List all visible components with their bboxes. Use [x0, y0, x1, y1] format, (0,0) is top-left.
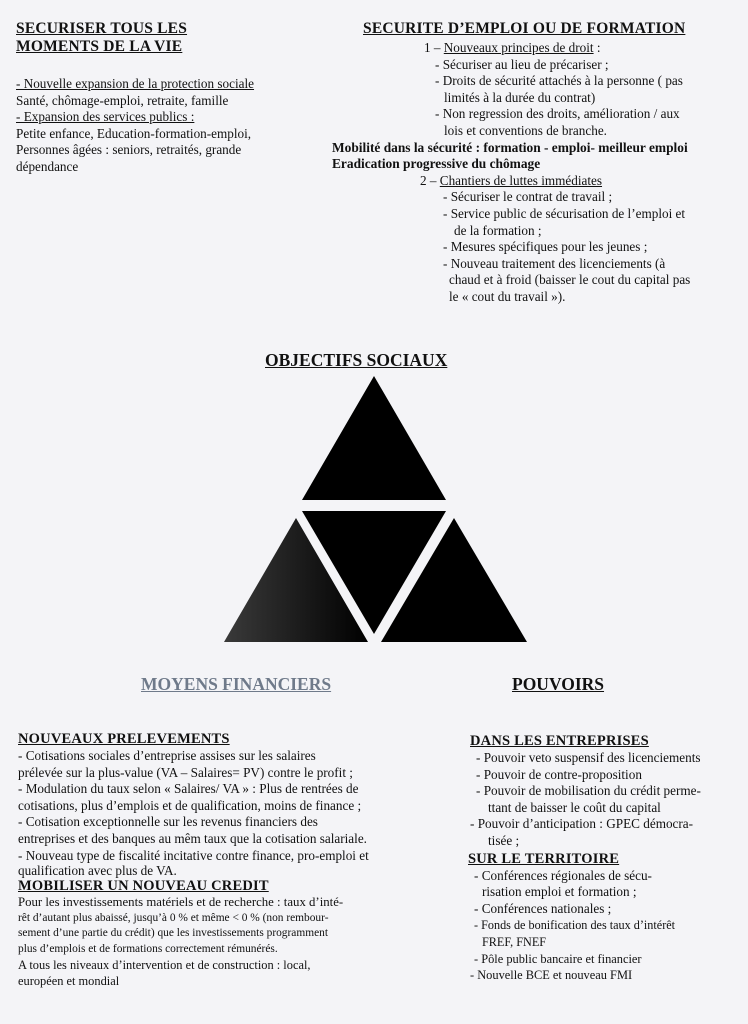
right-top-c6: chaud et à froid (baisser le cout du capital pas: [449, 272, 691, 288]
right-bottom-t7: - Nouvelle BCE et nouveau FMI: [470, 968, 633, 983]
pouvoirs-label: POUVOIRS: [512, 674, 605, 694]
left-bottom-p6: entreprises et des banques au mêm taux que la cotisation salariale.: [18, 830, 367, 846]
left-top-line-5: Personnes âgées : seniors, retraités, grande: [16, 142, 242, 158]
heading-1-suffix: :: [593, 40, 601, 55]
left-top-line-1: - Nouvelle expansion de la protection sociale: [16, 76, 255, 91]
heading-2-label: Chantiers de luttes immédiates: [439, 172, 603, 188]
right-bottom-e2: - Pouvoir de contre-proposition: [476, 766, 642, 782]
sur-le-territoire-title: SUR LE TERRITOIRE: [468, 850, 620, 867]
left-bottom-q6: européen et mondial: [18, 974, 120, 989]
left-top-line-4: Petite enfance, Education-formation-emploi,: [16, 125, 252, 141]
diagram-title: OBJECTIFS SOCIAUX: [265, 350, 448, 370]
left-bottom-p3: - Modulation du taux selon « Salaires/ VA » : Plus de rentrées de: [18, 781, 359, 797]
triangle-top: [302, 376, 446, 500]
right-top-c4: - Mesures spécifiques pour les jeunes ;: [443, 239, 648, 255]
right-bottom-e6: tisée ;: [488, 832, 520, 848]
left-top-line-2: Santé, chômage-emploi, retraite, famille: [16, 92, 229, 108]
heading-2-prefix: 2 –: [420, 172, 440, 188]
right-bottom-e4: ttant de baisser le coût du capital: [488, 799, 661, 815]
right-bottom-t4: - Fonds de bonification des taux d’intérêt: [474, 918, 676, 933]
left-bottom-section: [18, 730, 369, 989]
heading-1-label: Nouveaux principes de droit: [443, 40, 594, 55]
left-bottom-p4: cotisations, plus d’emplois et de qualification, moins de finance ;: [18, 797, 362, 813]
right-bottom-t2: risation emploi et formation ;: [482, 884, 637, 900]
right-top-c5: - Nouveau traitement des licenciements (à: [443, 255, 666, 271]
left-bottom-p2: prélevée sur la plus-value (VA – Salaires= PV) contre le profit ;: [18, 764, 353, 780]
dans-les-entreprises-title: DANS LES ENTREPRISES: [470, 733, 649, 749]
right-top-c7: le « cout du travail »).: [449, 288, 566, 304]
right-bottom-e1: - Pouvoir veto suspensif des licenciements: [476, 750, 701, 765]
left-bottom-q3: sement d’une partie du crédit) que les investissements programment: [18, 927, 328, 940]
right-top-c2: - Service public de sécurisation de l’emploi et: [443, 205, 686, 221]
right-top-c1: - Sécuriser le contrat de travail ;: [443, 189, 613, 205]
right-bottom-t6: - Pôle public bancaire et financier: [474, 951, 642, 966]
left-bottom-p7: - Nouveau type de fiscalité incitative contre finance, pro-emploi et: [18, 847, 369, 863]
left-top-title-line2: MOMENTS DE LA VIE: [16, 38, 183, 55]
right-bottom-t5: FREF, FNEF: [482, 934, 547, 949]
right-top-a2: - Droits de sécurité attachés à la personne ( pas: [435, 73, 683, 89]
mobiliser-credit-title: MOBILISER UN NOUVEAU CREDIT: [18, 878, 269, 895]
right-top-title: SECURITE D’EMPLOI OU DE FORMATION: [363, 20, 686, 37]
left-top-line-3: - Expansion des services publics :: [16, 109, 195, 125]
moyens-financiers-label: MOYENS FINANCIERS: [141, 674, 332, 694]
left-top-line-6: dépendance: [16, 158, 79, 174]
left-bottom-p1: - Cotisations sociales d’entreprise assises sur les salaires: [18, 748, 316, 763]
left-bottom-q1: Pour les investissements matériels et de recherche : taux d’inté-: [18, 895, 344, 910]
right-top-bold-2: Eradication progressive du chômage: [332, 156, 541, 172]
right-bottom-t1: - Conférences régionales de sécu-: [474, 867, 652, 883]
right-top-c3: de la formation ;: [454, 222, 542, 238]
right-top-a5: lois et conventions de branche.: [444, 122, 607, 138]
nouveaux-prelevements-title: NOUVEAUX PRELEVEMENTS: [18, 731, 230, 747]
right-bottom-t3: - Conférences nationales ;: [474, 900, 612, 916]
left-top-title-line1: SECURISER TOUS LES: [16, 20, 188, 37]
heading-1-prefix: 1 –: [424, 40, 444, 55]
right-bottom-e3: - Pouvoir de mobilisation du crédit perme-: [476, 783, 701, 799]
left-bottom-p5: - Cotisation exceptionnelle sur les revenus financiers des: [18, 814, 318, 830]
left-bottom-q5: A tous les niveaux d’intervention et de construction : local,: [18, 958, 311, 973]
right-bottom-section: [466, 732, 701, 984]
right-bottom-e5: - Pouvoir d’anticipation : GPEC démocra-: [470, 816, 694, 832]
left-bottom-q4: plus d’emplois et de formations correctement rémunérés.: [18, 942, 278, 955]
right-top-a3: limités à la durée du contrat): [444, 89, 596, 105]
right-top-a1: - Sécuriser au lieu de précariser ;: [435, 56, 609, 72]
right-top-bold-1: Mobilité dans la sécurité : formation - emploi- meilleur emploi: [332, 139, 688, 155]
left-bottom-q2: rêt d’autant plus abaissé, jusqu’à 0 % et même < 0 % (non rembour-: [18, 911, 329, 924]
left-bottom-p8: qualification avec plus de VA.: [18, 863, 177, 879]
right-top-a4: - Non regression des droits, amélioration / aux: [435, 106, 680, 122]
